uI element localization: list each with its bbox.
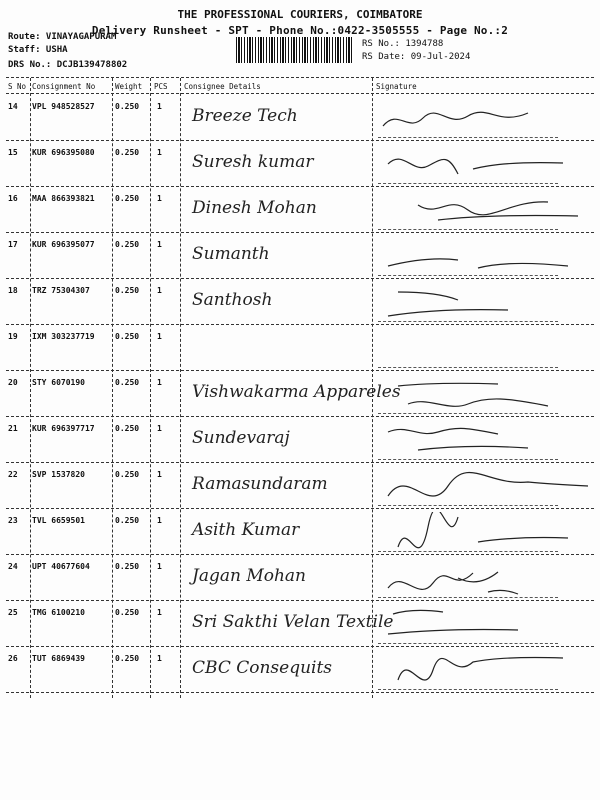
runsheet-subtitle: Delivery Runsheet - SPT - Phone No.:0422-3505555 - Page No.:2 — [91, 24, 509, 37]
row-pcs: 1 — [157, 286, 162, 295]
row-sno: 21 — [8, 424, 18, 433]
col-weight: Weight — [115, 82, 143, 91]
table-row — [6, 418, 594, 464]
signature-scribble — [378, 420, 592, 460]
row-consignment-no: IXM 303237719 — [32, 332, 95, 341]
row-consignment-no: KUR 696395080 — [32, 148, 95, 157]
row-sno: 25 — [8, 608, 18, 617]
row-consignee: Asith Kumar — [192, 520, 300, 540]
row-pcs: 1 — [157, 562, 162, 571]
row-pcs: 1 — [157, 148, 162, 157]
signature-line — [378, 505, 558, 506]
signature-line — [378, 367, 558, 368]
row-rule — [6, 324, 594, 325]
row-consignee: Sundevaraj — [192, 428, 290, 448]
signature-scribble — [378, 328, 592, 368]
row-rule — [6, 462, 594, 463]
row-weight: 0.250 — [115, 148, 140, 157]
table-header — [6, 78, 594, 94]
row-pcs: 1 — [157, 240, 162, 249]
signature-scribble — [378, 282, 592, 322]
row-consignee: Dinesh Mohan — [192, 198, 317, 218]
row-consignment-no: VPL 948528527 — [32, 102, 95, 111]
row-pcs: 1 — [157, 470, 162, 479]
signature-scribble — [378, 512, 592, 552]
signature-scribble — [378, 558, 592, 598]
row-consignee: Breeze Tech — [192, 106, 298, 126]
table-row — [6, 372, 594, 418]
signature-scribble — [378, 374, 592, 414]
row-rule — [6, 554, 594, 555]
signature-line — [378, 597, 558, 598]
table-row — [6, 648, 594, 694]
row-sno: 19 — [8, 332, 18, 341]
table-row — [6, 142, 594, 188]
row-sno: 22 — [8, 470, 18, 479]
signature-scribble — [378, 604, 592, 644]
company-title: THE PROFESSIONAL COURIERS, COIMBATORE — [177, 8, 423, 21]
signature-scribble — [378, 466, 592, 506]
row-weight: 0.250 — [115, 102, 140, 111]
row-consignment-no: TVL 6659501 — [32, 516, 85, 525]
row-consignment-no: KUR 696395077 — [32, 240, 95, 249]
route-label: Route: VINAYAGAPURAM — [8, 32, 117, 42]
row-sno: 16 — [8, 194, 18, 203]
drs-number: DRS No.: DCJB139478802 — [8, 60, 128, 70]
row-sno: 14 — [8, 102, 18, 111]
row-sno: 24 — [8, 562, 18, 571]
row-consignee: CBC Consequits — [192, 658, 333, 678]
table-header-rule — [6, 93, 594, 94]
row-rule — [6, 508, 594, 509]
row-consignee: Santhosh — [192, 290, 273, 310]
row-consignee: Suresh kumar — [192, 152, 314, 172]
row-weight: 0.250 — [115, 424, 140, 433]
row-sno: 20 — [8, 378, 18, 387]
table-row — [6, 556, 594, 602]
row-pcs: 1 — [157, 332, 162, 341]
signature-scribble — [378, 236, 592, 276]
col-consignment: Consignment No — [32, 82, 96, 91]
row-pcs: 1 — [157, 378, 162, 387]
row-sno: 23 — [8, 516, 18, 525]
signature-scribble — [378, 144, 592, 184]
rs-number: RS No.: 1394788 — [362, 39, 444, 49]
signature-line — [378, 689, 558, 690]
row-consignee: Vishwakarma Appareles — [192, 382, 401, 402]
row-weight: 0.250 — [115, 194, 140, 203]
row-weight: 0.250 — [115, 654, 140, 663]
table-row — [6, 96, 594, 142]
table-row — [6, 326, 594, 372]
row-consignee: Sumanth — [192, 244, 270, 264]
row-weight: 0.250 — [115, 286, 140, 295]
row-consignment-no: STY 6070190 — [32, 378, 85, 387]
table-row — [6, 188, 594, 234]
row-rule — [6, 278, 594, 279]
row-consignment-no: MAA 866393821 — [32, 194, 95, 203]
col-pcs: PCS — [154, 82, 168, 91]
row-pcs: 1 — [157, 516, 162, 525]
row-rule — [6, 232, 594, 233]
row-pcs: 1 — [157, 102, 162, 111]
row-weight: 0.250 — [115, 516, 140, 525]
signature-line — [378, 321, 558, 322]
row-sno: 15 — [8, 148, 18, 157]
row-rule — [6, 186, 594, 187]
row-pcs: 1 — [157, 654, 162, 663]
row-rule — [6, 600, 594, 601]
row-rule — [6, 416, 594, 417]
table-row — [6, 280, 594, 326]
row-weight: 0.250 — [115, 608, 140, 617]
row-consignee: Jagan Mohan — [192, 566, 306, 586]
table-row — [6, 510, 594, 556]
row-consignment-no: UPT 40677604 — [32, 562, 90, 571]
row-consignment-no: TRZ 75304307 — [32, 286, 90, 295]
row-rule — [6, 370, 594, 371]
col-signature: Signature — [376, 82, 417, 91]
row-rule — [6, 692, 594, 693]
row-consignment-no: TMG 6100210 — [32, 608, 85, 617]
col-consignee: Consignee Details — [184, 82, 261, 91]
row-rule — [6, 140, 594, 141]
row-pcs: 1 — [157, 194, 162, 203]
row-consignment-no: KUR 696397717 — [32, 424, 95, 433]
row-sno: 26 — [8, 654, 18, 663]
signature-line — [378, 413, 558, 414]
row-consignment-no: SVP 1537820 — [32, 470, 85, 479]
row-consignment-no: TUT 6869439 — [32, 654, 85, 663]
signature-line — [378, 229, 558, 230]
table-row — [6, 464, 594, 510]
signature-scribble — [378, 98, 592, 138]
signature-line — [378, 551, 558, 552]
table-row — [6, 234, 594, 280]
row-weight: 0.250 — [115, 332, 140, 341]
rs-date: RS Date: 09-Jul-2024 — [362, 52, 471, 62]
row-weight: 0.250 — [115, 378, 140, 387]
signature-line — [378, 275, 558, 276]
staff-label: Staff: USHA — [8, 45, 68, 55]
row-weight: 0.250 — [115, 562, 140, 571]
row-weight: 0.250 — [115, 240, 140, 249]
table-row — [6, 602, 594, 648]
row-weight: 0.250 — [115, 470, 140, 479]
row-pcs: 1 — [157, 608, 162, 617]
signature-line — [378, 183, 558, 184]
signature-line — [378, 137, 558, 138]
row-sno: 18 — [8, 286, 18, 295]
col-sno: S No — [8, 82, 27, 91]
signature-line — [378, 459, 558, 460]
signature-scribble — [378, 650, 592, 690]
row-consignee: Sri Sakthi Velan Textile — [192, 612, 394, 632]
row-sno: 17 — [8, 240, 18, 249]
signature-line — [378, 643, 558, 644]
barcode-image — [236, 37, 354, 63]
row-rule — [6, 646, 594, 647]
row-pcs: 1 — [157, 424, 162, 433]
row-consignee: Ramasundaram — [192, 474, 328, 494]
signature-scribble — [378, 190, 592, 230]
